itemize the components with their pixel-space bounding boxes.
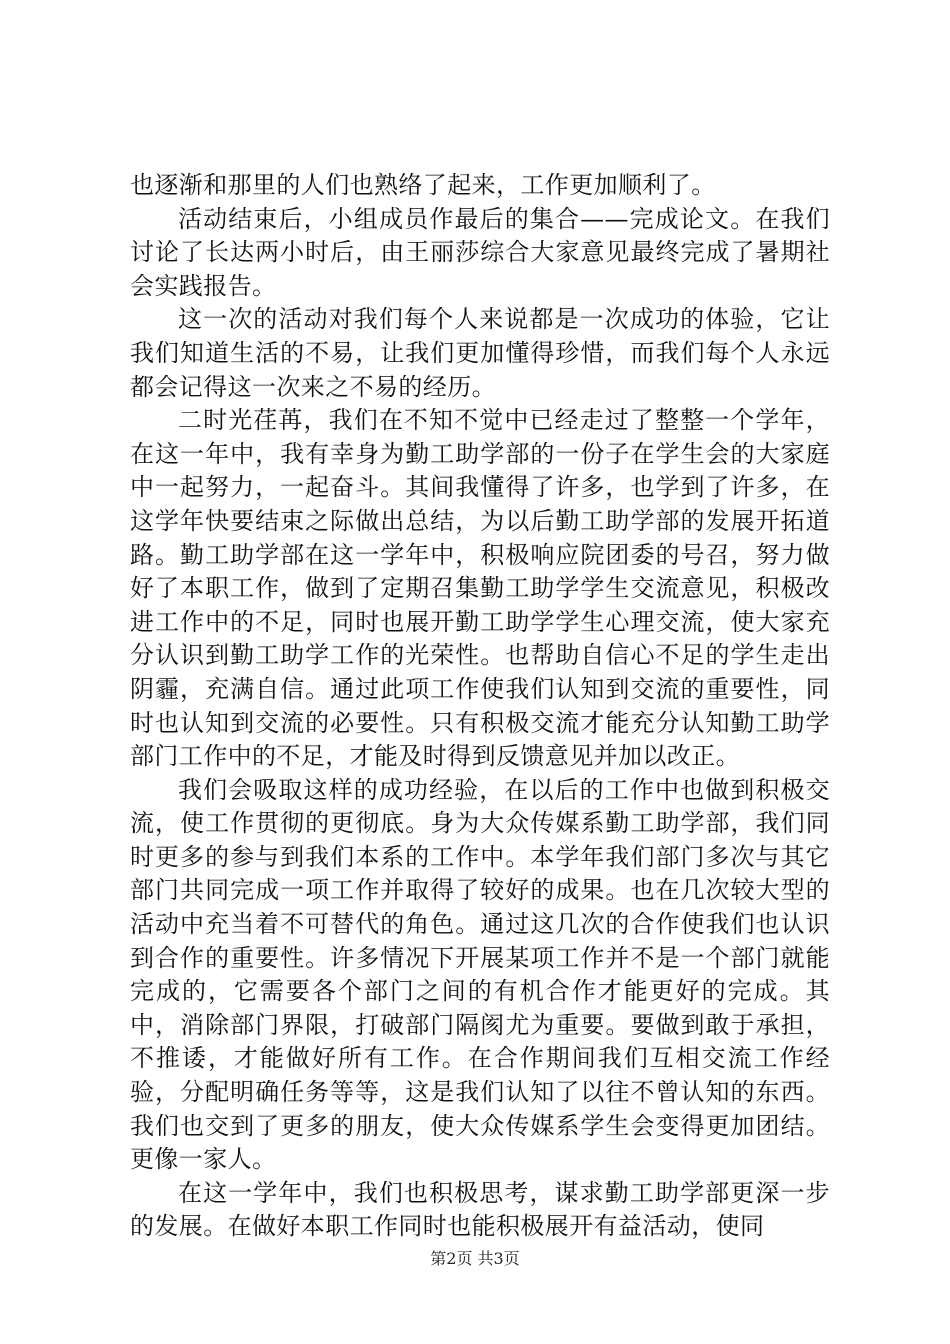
paragraph: 我们会吸取这样的成功经验，在以后的工作中也做到积极交流，使工作贯彻的更彻底。身为大众传媒系勤工助学部，我们同时更多的参与到我们本系的工作中。本学年我们部门多次与其它部门共同完成一项工作并取得了较好的成果。也在几次较大型的活动中充当着不可替代的角色。通过这几次的合作使我们也认识到合作的重要性。许多情况下开展某项工作并不是一个部门就能完成的，它需要各个部门之间的有机合作才能更好的完成。其中，消除部门界限，打破部门隔阂尤为重要。要做到敢于承担，不推诿，才能做好所有工作。在合作期间我们互相交流工作经验，分配明确任务等等，这是我们认知了以往不曾认知的东西。我们也交到了更多的朋友，使大众传媒系学生会变得更加团结。更像一家人。 (130, 775, 830, 1174)
paragraph: 二时光荏苒，我们在不知不觉中已经走过了整整一个学年，在这一年中，我有幸身为勤工助学部的一份子在学生会的大家庭中一起努力，一起奋斗。其间我懂得了许多，也学到了许多，在这学年快要结束之际做出总结，为以后勤工助学部的发展开拓道路。勤工助学部在这一学年中，积极响应院团委的号召，努力做好了本职工作，做到了定期召集勤工助学学生交流意见，积极改进工作中的不足，同时也展开勤工助学学生心理交流，使大家充分认识到勤工助学工作的光荣性。也帮助自信心不足的学生走出阴霾，充满自信。通过此项工作使我们认知到交流的重要性，同时也认知到交流的必要性。只有积极交流才能充分认知勤工助学部门工作中的不足，才能及时得到反馈意见并加以改正。 (130, 406, 830, 771)
paragraph: 这一次的活动对我们每个人来说都是一次成功的体验，它让我们知道生活的不易，让我们更加懂得珍惜，而我们每个人永远都会记得这一次来之不易的经历。 (130, 305, 830, 401)
document-body (130, 169, 830, 1244)
paragraph: 也逐渐和那里的人们也熟络了起来，工作更加顺利了。 (130, 171, 716, 199)
paragraph: 在这一学年中，我们也积极思考，谋求勤工助学部更深一步的发展。在做好本职工作同时也能积极展开有益活动，使同 (130, 1178, 830, 1241)
paragraph: 活动结束后，小组成员作最后的集合——完成论文。在我们讨论了长达两小时后，由王丽莎综合大家意见最终完成了暑期社会实践报告。 (130, 204, 830, 300)
page-number-footer: 第2页 共3页 (430, 1249, 520, 1268)
